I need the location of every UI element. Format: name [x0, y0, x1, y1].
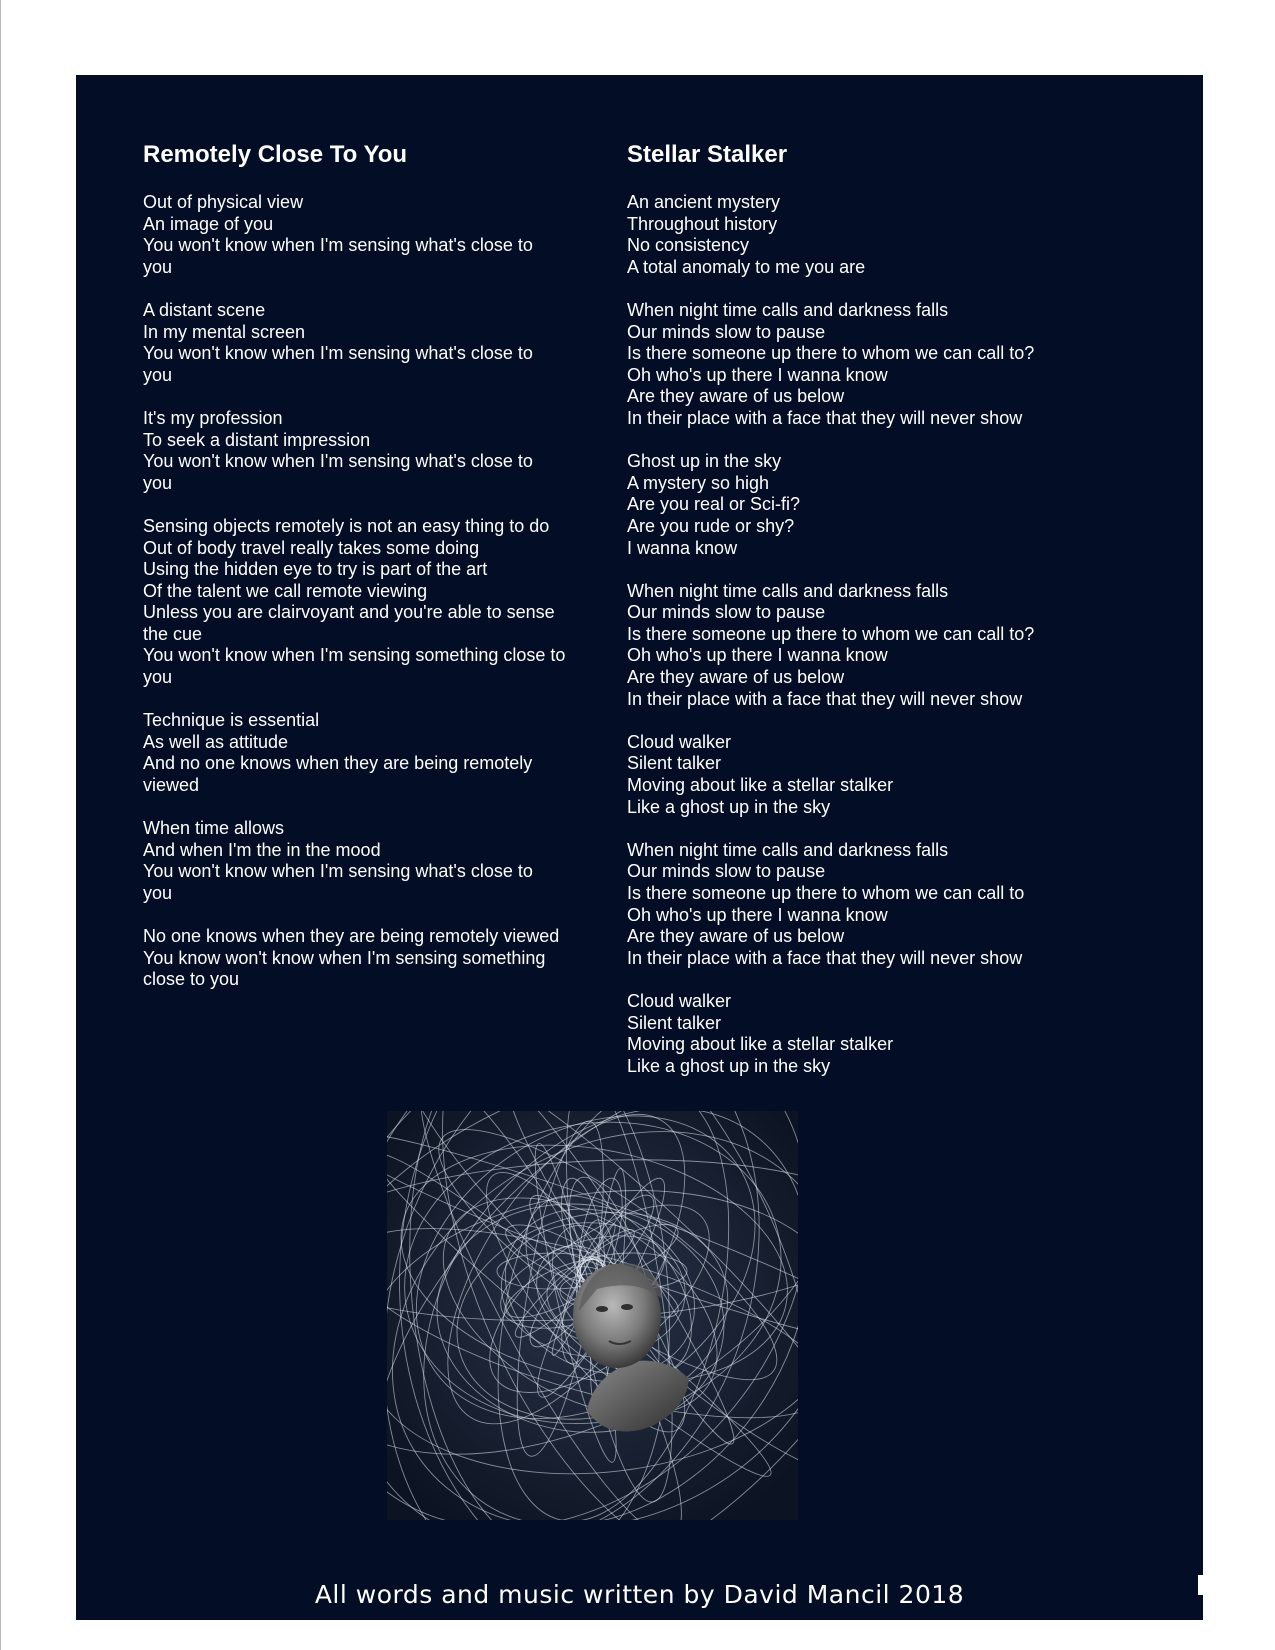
lyric-line: A distant scene: [143, 299, 266, 320]
lyric-line: You won't know when I'm sensing what's close to: [143, 861, 533, 882]
lyric-line: you: [143, 667, 173, 688]
lyric-line: Are you rude or shy?: [627, 515, 795, 536]
lyric-line: Out of physical view: [143, 192, 304, 212]
lyric-line: When time allows: [143, 818, 285, 839]
lyric-line: Silent talker: [627, 1012, 722, 1033]
stanza: [627, 300, 1077, 430]
song-title: Stellar Stalker: [627, 141, 788, 168]
spiral-portrait-artwork: [387, 1111, 798, 1520]
lyric-line: In their place with a face that they will never show: [627, 688, 1023, 709]
lyric-line: Oh who's up there I wanna know: [627, 645, 888, 666]
lyric-line: A total anomaly to me you are: [627, 256, 866, 277]
lyric-line: An image of you: [143, 213, 274, 234]
lyric-line: you: [143, 256, 173, 277]
stanza: [143, 192, 593, 278]
lyric-line: Sensing objects remotely is not an easy thing to do: [143, 515, 550, 536]
lyric-line: you: [143, 364, 173, 385]
lyric-line: When night time calls and darkness falls: [627, 299, 949, 320]
lyric-line: I wanna know: [627, 537, 738, 558]
credit-line: All words and music written by David Mancil 2018: [314, 1580, 965, 1609]
lyric-line: No one knows when they are being remotely viewed: [143, 926, 560, 947]
lyric-line: In my mental screen: [143, 321, 306, 342]
lyric-line: Like a ghost up in the sky: [627, 1055, 831, 1076]
lyric-line: Cloud walker: [627, 990, 732, 1011]
lyric-line: A mystery so high: [627, 472, 770, 493]
lyric-line: Our minds slow to pause: [627, 602, 826, 623]
lyric-line: In their place with a face that they will never show: [627, 407, 1023, 428]
stanza: [143, 516, 593, 689]
panel-notch: [1198, 1575, 1204, 1595]
lyric-line: Oh who's up there I wanna know: [627, 364, 888, 385]
lyric-line: Cloud walker: [627, 731, 732, 752]
lyric-line: Silent talker: [627, 753, 722, 774]
stanza: [143, 818, 593, 904]
stanza: [143, 926, 593, 991]
lyric-line: Is there someone up there to whom we can call to?: [627, 623, 1035, 644]
lyric-line: viewed: [143, 775, 200, 796]
lyric-line: Moving about like a stellar stalker: [627, 775, 894, 796]
song-title: Remotely Close To You: [143, 141, 408, 168]
lyric-line: And no one knows when they are being remotely: [143, 753, 533, 774]
lyric-line: Oh who's up there I wanna know: [627, 904, 888, 925]
lyric-line: Moving about like a stellar stalker: [627, 1034, 894, 1055]
song-remotely-close-to-you: [143, 140, 593, 1013]
lyric-line: It's my profession: [143, 407, 283, 428]
page-edge: [0, 0, 1, 1650]
lyric-line: close to you: [143, 969, 240, 990]
lyric-line: You won't know when I'm sensing what's close to: [143, 343, 533, 364]
lyric-line: the cue: [143, 623, 203, 644]
song-lyrics: [627, 192, 1077, 1077]
lyric-line: Like a ghost up in the sky: [627, 796, 831, 817]
lyric-line: Unless you are clairvoyant and you're able to sense: [143, 602, 555, 623]
lyric-line: you: [143, 883, 173, 903]
lyric-line: Are they aware of us below: [627, 386, 845, 407]
lyric-line: You won't know when I'm sensing what's close to: [143, 235, 533, 256]
lyric-line: Is there someone up there to whom we can call to: [627, 883, 1025, 903]
stanza: [627, 732, 1077, 818]
stanza: [627, 192, 1077, 278]
lyric-line: Is there someone up there to whom we can call to?: [627, 343, 1035, 364]
lyric-line: Technique is essential: [143, 710, 320, 731]
lyric-line: When night time calls and darkness falls: [627, 839, 949, 860]
lyric-line: you: [143, 472, 173, 493]
lyric-line: To seek a distant impression: [143, 429, 371, 450]
spiral-light-trails-image: [387, 1111, 798, 1520]
song-stellar-stalker: [627, 140, 1077, 1099]
lyric-line: When night time calls and darkness falls: [627, 580, 949, 601]
stanza: [627, 840, 1077, 970]
lyrics-panel: [76, 75, 1203, 1620]
stanza: [627, 451, 1077, 559]
lyric-line: Throughout history: [627, 213, 778, 234]
stanza: [143, 710, 593, 796]
lyric-line: And when I'm the in the mood: [143, 839, 381, 860]
lyric-line: In their place with a face that they will never show: [627, 947, 1023, 968]
stanza: [143, 408, 593, 494]
lyric-line: Ghost up in the sky: [627, 451, 782, 472]
lyric-line: Are you real or Sci-fi?: [627, 494, 801, 515]
lyric-line: You know won't know when I'm sensing something: [143, 947, 546, 968]
lyric-line: Our minds slow to pause: [627, 321, 826, 342]
lyric-line: As well as attitude: [143, 731, 289, 752]
lyric-line: You won't know when I'm sensing what's close to: [143, 451, 533, 472]
lyric-line: An ancient mystery: [627, 192, 781, 212]
lyric-line: Are they aware of us below: [627, 926, 845, 947]
lyric-line: No consistency: [627, 235, 750, 256]
stanza: [627, 991, 1077, 1077]
stanza: [627, 581, 1077, 711]
lyric-line: Our minds slow to pause: [627, 861, 826, 882]
stanza: [143, 300, 593, 386]
song-lyrics: [143, 192, 593, 991]
lyric-line: Are they aware of us below: [627, 667, 845, 688]
lyric-line: You won't know when I'm sensing something close to: [143, 645, 566, 666]
lyric-line: Using the hidden eye to try is part of the art: [143, 559, 488, 580]
lyric-line: Out of body travel really takes some doing: [143, 537, 480, 558]
lyric-line: Of the talent we call remote viewing: [143, 580, 428, 601]
